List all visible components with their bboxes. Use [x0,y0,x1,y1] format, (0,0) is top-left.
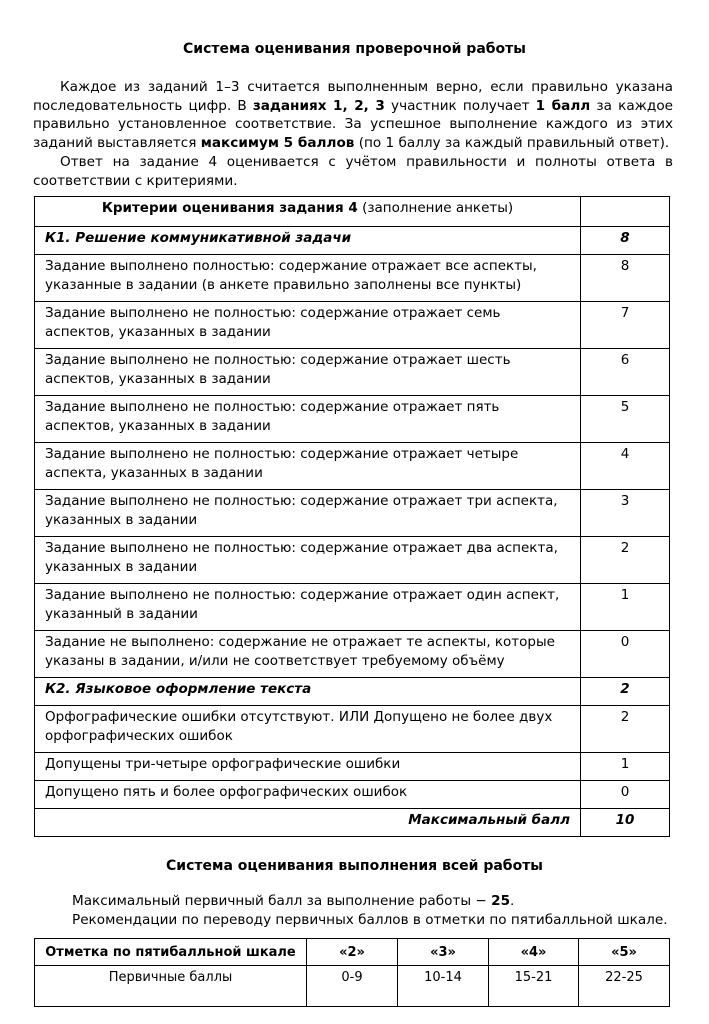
intro-paragraph-2 [33,153,673,190]
criteria-line: аспекта, указанных в задании [45,464,263,481]
criteria-score: 1 [581,753,670,781]
criteria-line: Задание не выполнено: содержание не отражает те аспекты, которые [45,634,555,650]
criteria-header-row [35,197,670,227]
criteria-row [35,349,670,396]
criteria-score: 4 [581,443,670,490]
criteria-text [35,706,581,753]
criteria-score: 0 [581,631,670,678]
criteria-row [35,302,670,349]
criteria-row [35,490,670,537]
intro-text: (по 1 баллу за каждый правильный ответ). [354,134,670,151]
max-score-period: . [510,893,515,909]
k2-header-row [35,678,670,706]
criteria-row [35,584,670,631]
criteria-text [35,490,581,537]
criteria-line: Задание выполнено не полностью: содержание отражает шесть [45,352,511,368]
criteria-line: Задание выполнено не полностью: содержание отражает два аспекта, [45,540,558,556]
criteria-score: 2 [581,706,670,753]
max-score-line [72,892,692,911]
criteria-text [35,396,581,443]
criteria-text [35,349,581,396]
intro-bold-max: максимум 5 баллов [200,134,355,151]
criteria-line: указанных в задании [45,511,198,528]
intro-text: участник получает [384,97,536,114]
criteria-row [35,255,670,302]
page-title: Система оценивания проверочной работы [183,41,526,57]
criteria-score: 8 [581,255,670,302]
criteria-text [35,537,581,584]
intro-text: за каждое правильно установленное соответствие. За успешное выполнение каждого из этих заданий выставляется [33,97,673,151]
criteria-line: Орфографические ошибки отсутствуют. ИЛИ Допущено не более двух [45,709,553,725]
criteria-header-bold: Критерии оценивания задания 4 [101,200,358,216]
criteria-score: 0 [581,781,670,809]
criteria-line: Задание выполнено не полностью: содержание отражает четыре [45,446,519,462]
criteria-text: Допущено пять и более орфографических ошибок [35,781,581,809]
criteria-score: 7 [581,302,670,349]
grade-cell: 10-14 [398,966,489,1007]
criteria-text [35,584,581,631]
grade-cell: 22-25 [579,966,670,1007]
criteria-line: указанные в задании (в анкете правильно заполнены все пункты) [45,276,522,293]
section-title: Система оценивания выполнения всей работы [166,858,543,874]
intro-text: Каждое из заданий 1–3 считается выполненным верно, если правильно указана последовательность цифр. В [33,79,673,114]
criteria-text [35,255,581,302]
criteria-score: 6 [581,349,670,396]
criteria-header-score [581,197,670,227]
criteria-line: указаны в задании, и/или не соответствует требуемому объёму [45,652,505,669]
grade-header-cell: «5» [579,939,670,966]
criteria-score: 1 [581,584,670,631]
k1-max: 8 [581,227,670,255]
k2-title: К2. Языковое оформление текста [35,678,581,706]
criteria-line: аспектов, указанных в задании [45,417,271,434]
criteria-header-rest: (заполнение анкеты) [357,200,514,216]
criteria-line: Задание выполнено не полностью: содержание отражает один аспект, [45,587,560,603]
criteria-line: Задание выполнено полностью: содержание отражает все аспекты, [45,258,537,274]
intro-bold-point: 1 балл [535,97,591,114]
grade-cell: 15-21 [489,966,579,1007]
criteria-line: указанный в задании [45,605,198,622]
intro-text: Ответ на задание 4 оценивается с учётом правильности и полноты ответа в соответствии с критериями. [33,154,673,189]
criteria-row [35,781,670,809]
intro-paragraph-1 [33,78,673,152]
recommendation-line: Рекомендации по переводу первичных баллов в отметки по пятибалльной шкале. [72,912,668,928]
criteria-total-row [35,809,670,837]
max-score-text: Максимальный первичный балл за выполнение работы − [72,893,492,909]
grade-cell: 0-9 [307,966,398,1007]
k1-title: К1. Решение коммуникативной задачи [35,227,581,255]
total-value: 10 [581,809,670,837]
criteria-line: аспектов, указанных в задании [45,370,271,387]
criteria-line: указанных в задании [45,558,198,575]
criteria-row [35,753,670,781]
grade-table [34,938,670,1007]
criteria-line: орфографических ошибок [45,727,233,744]
grade-header-cell: «2» [307,939,398,966]
criteria-text: Допущены три-четыре орфографические ошибки [35,753,581,781]
grade-header-cell: Отметка по пятибалльной шкале [35,939,307,966]
criteria-table [34,196,670,837]
criteria-line: аспектов, указанных в задании [45,323,271,340]
criteria-line: Задание выполнено не полностью: содержание отражает пять [45,399,500,415]
criteria-row [35,631,670,678]
k2-max: 2 [581,678,670,706]
criteria-text [35,443,581,490]
max-score-value: 25 [491,893,511,909]
criteria-row [35,537,670,584]
grade-data-row [35,966,670,1007]
grade-header-cell: «3» [398,939,489,966]
criteria-line: Задание выполнено не полностью: содержание отражает три аспекта, [45,493,558,509]
grade-header-row [35,939,670,966]
k1-header-row [35,227,670,255]
criteria-score: 3 [581,490,670,537]
criteria-row [35,443,670,490]
criteria-row [35,706,670,753]
total-label: Максимальный балл [35,809,581,837]
criteria-header [35,197,581,227]
criteria-text [35,302,581,349]
criteria-text [35,631,581,678]
criteria-score: 2 [581,537,670,584]
grade-header-cell: «4» [489,939,579,966]
criteria-line: Задание выполнено не полностью: содержание отражает семь [45,305,501,321]
grade-cell: Первичные баллы [35,966,307,1007]
criteria-score: 5 [581,396,670,443]
intro-bold-tasks: заданиях 1, 2, 3 [252,97,385,114]
criteria-row [35,396,670,443]
